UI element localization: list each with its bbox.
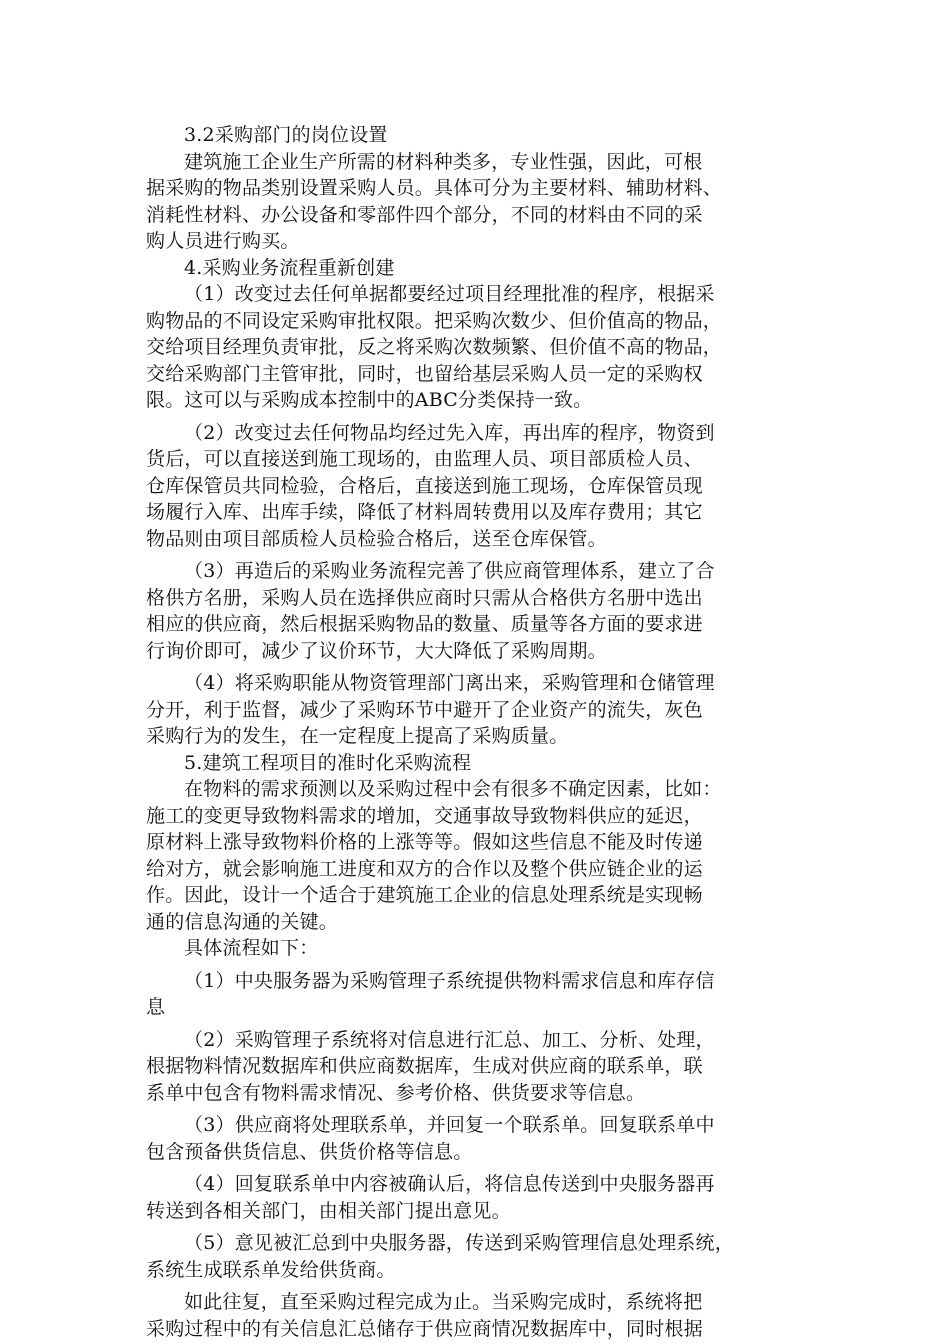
text-line: 施工的变更导致物料需求的增加，交通事故导致物料供应的延迟， (146, 804, 703, 827)
text-line: （1）中央服务器为采购管理子系统提供物料需求信息和库存信 (184, 969, 715, 992)
text-line: 原材料上涨导致物料价格的上涨等等。假如这些信息不能及时传递 (146, 831, 703, 853)
text-line: 根据物料情况数据库和供应商数据库，生成对供应商的联系单，联 (146, 1055, 703, 1077)
text-line: 系统生成联系单发给供货商。 (146, 1258, 396, 1281)
text-line: 息 (146, 996, 166, 1018)
text-line: 系单中包含有物料需求情况、参考价格、供货要求等信息。 (146, 1081, 646, 1104)
text-line: 交给项目经理负责审批，反之将采购次数频繁、但价值不高的物品， (146, 336, 723, 358)
document-body (146, 122, 806, 1342)
text-line: 转送到各相关部门，由相关部门提出意见。 (146, 1199, 511, 1222)
text-line: 如此往复，直至采购过程完成为止。当采购完成时，系统将把 (184, 1291, 703, 1313)
text-line: 货后，可以直接送到施工现场的，由监理人员、项目部质检人员、 (146, 448, 703, 470)
text-line: 仓库保管员共同检验，合格后，直接送到施工现场，仓库保管员现 (146, 474, 703, 497)
text-line: 购人员进行购买。 (146, 230, 300, 252)
text-line: 3.2采购部门的岗位设置 (184, 124, 388, 146)
text-line: 行询价即可，减少了议价环节，大大降低了采购周期。 (146, 639, 607, 662)
text-line: 具体流程如下： (184, 937, 319, 959)
text-line: 采购行为的发生，在一定程度上提高了采购质量。 (146, 725, 569, 747)
text-line: （3）供应商将处理联系单，并回复一个联系单。回复联系单中 (184, 1114, 715, 1136)
text-line: 建筑施工企业生产所需的材料种类多，专业性强，因此，可根 (184, 150, 703, 173)
text-line: 交给采购部门主管审批，同时，也留给基层采购人员一定的采购权 (146, 362, 703, 385)
text-line: （5）意见被汇总到中央服务器，传送到采购管理信息处理系统， (184, 1232, 734, 1254)
text-line: 相应的供应商，然后根据采购物品的数量、质量等各方面的要求进 (146, 613, 703, 635)
text-line: 5.建筑工程项目的准时化采购流程 (184, 751, 472, 774)
text-line: 消耗性材料、办公设备和零部件四个部分，不同的材料由不同的采 (146, 203, 703, 226)
text-line: 分开，利于监督，减少了采购环节中避开了企业资产的流失，灰色 (146, 698, 703, 721)
text-line: 通的信息沟通的关键。 (146, 910, 339, 933)
text-line: （4）回复联系单中内容被确认后，将信息传送到中央服务器再 (184, 1173, 715, 1195)
text-line: 场履行入库、出库手续，降低了材料周转费用以及库存费用；其它 (146, 501, 703, 523)
text-line: （4）将采购职能从物资管理部门离出来，采购管理和仓储管理 (184, 672, 715, 694)
text-line: （3）再造后的采购业务流程完善了供应商管理体系，建立了合 (184, 560, 715, 582)
text-line: 购物品的不同设定采购审批权限。把采购次数少、但价值高的物品， (146, 309, 723, 332)
text-line: （2）采购管理子系统将对信息进行汇总、加工、分析、处理， (184, 1028, 715, 1051)
text-line: 在物料的需求预测以及采购过程中会有很多不确定因素，比如： (184, 778, 722, 800)
text-line: 4.采购业务流程重新创建 (184, 256, 395, 279)
text-line: 作。因此，设计一个适合于建筑施工企业的信息处理系统是实现畅 (146, 884, 703, 906)
text-line: 给对方，就会影响施工进度和双方的合作以及整个供应链企业的运 (146, 857, 703, 880)
text-line: 包含预备供货信息、供货价格等信息。 (146, 1140, 473, 1163)
text-line: 据采购的物品类别设置采购人员。具体可分为主要材料、辅助材料、 (146, 177, 723, 199)
text-line: 物品则由项目部质检人员检验合格后，送至仓库保管。 (146, 527, 607, 550)
text-line: （2）改变过去任何物品均经过先入库，再出库的程序，物资到 (184, 421, 715, 444)
text-line: 采购过程中的有关信息汇总储存于供应商情况数据库中，同时根据 (146, 1317, 703, 1340)
text-line: （1）改变过去任何单据都要经过项目经理批准的程序，根据采 (184, 283, 715, 305)
text-line: 限。这可以与采购成本控制中的ABC分类保持一致。 (146, 389, 593, 411)
text-line: 格供方名册，采购人员在选择供应商时只需从合格供方名册中选出 (146, 586, 703, 609)
